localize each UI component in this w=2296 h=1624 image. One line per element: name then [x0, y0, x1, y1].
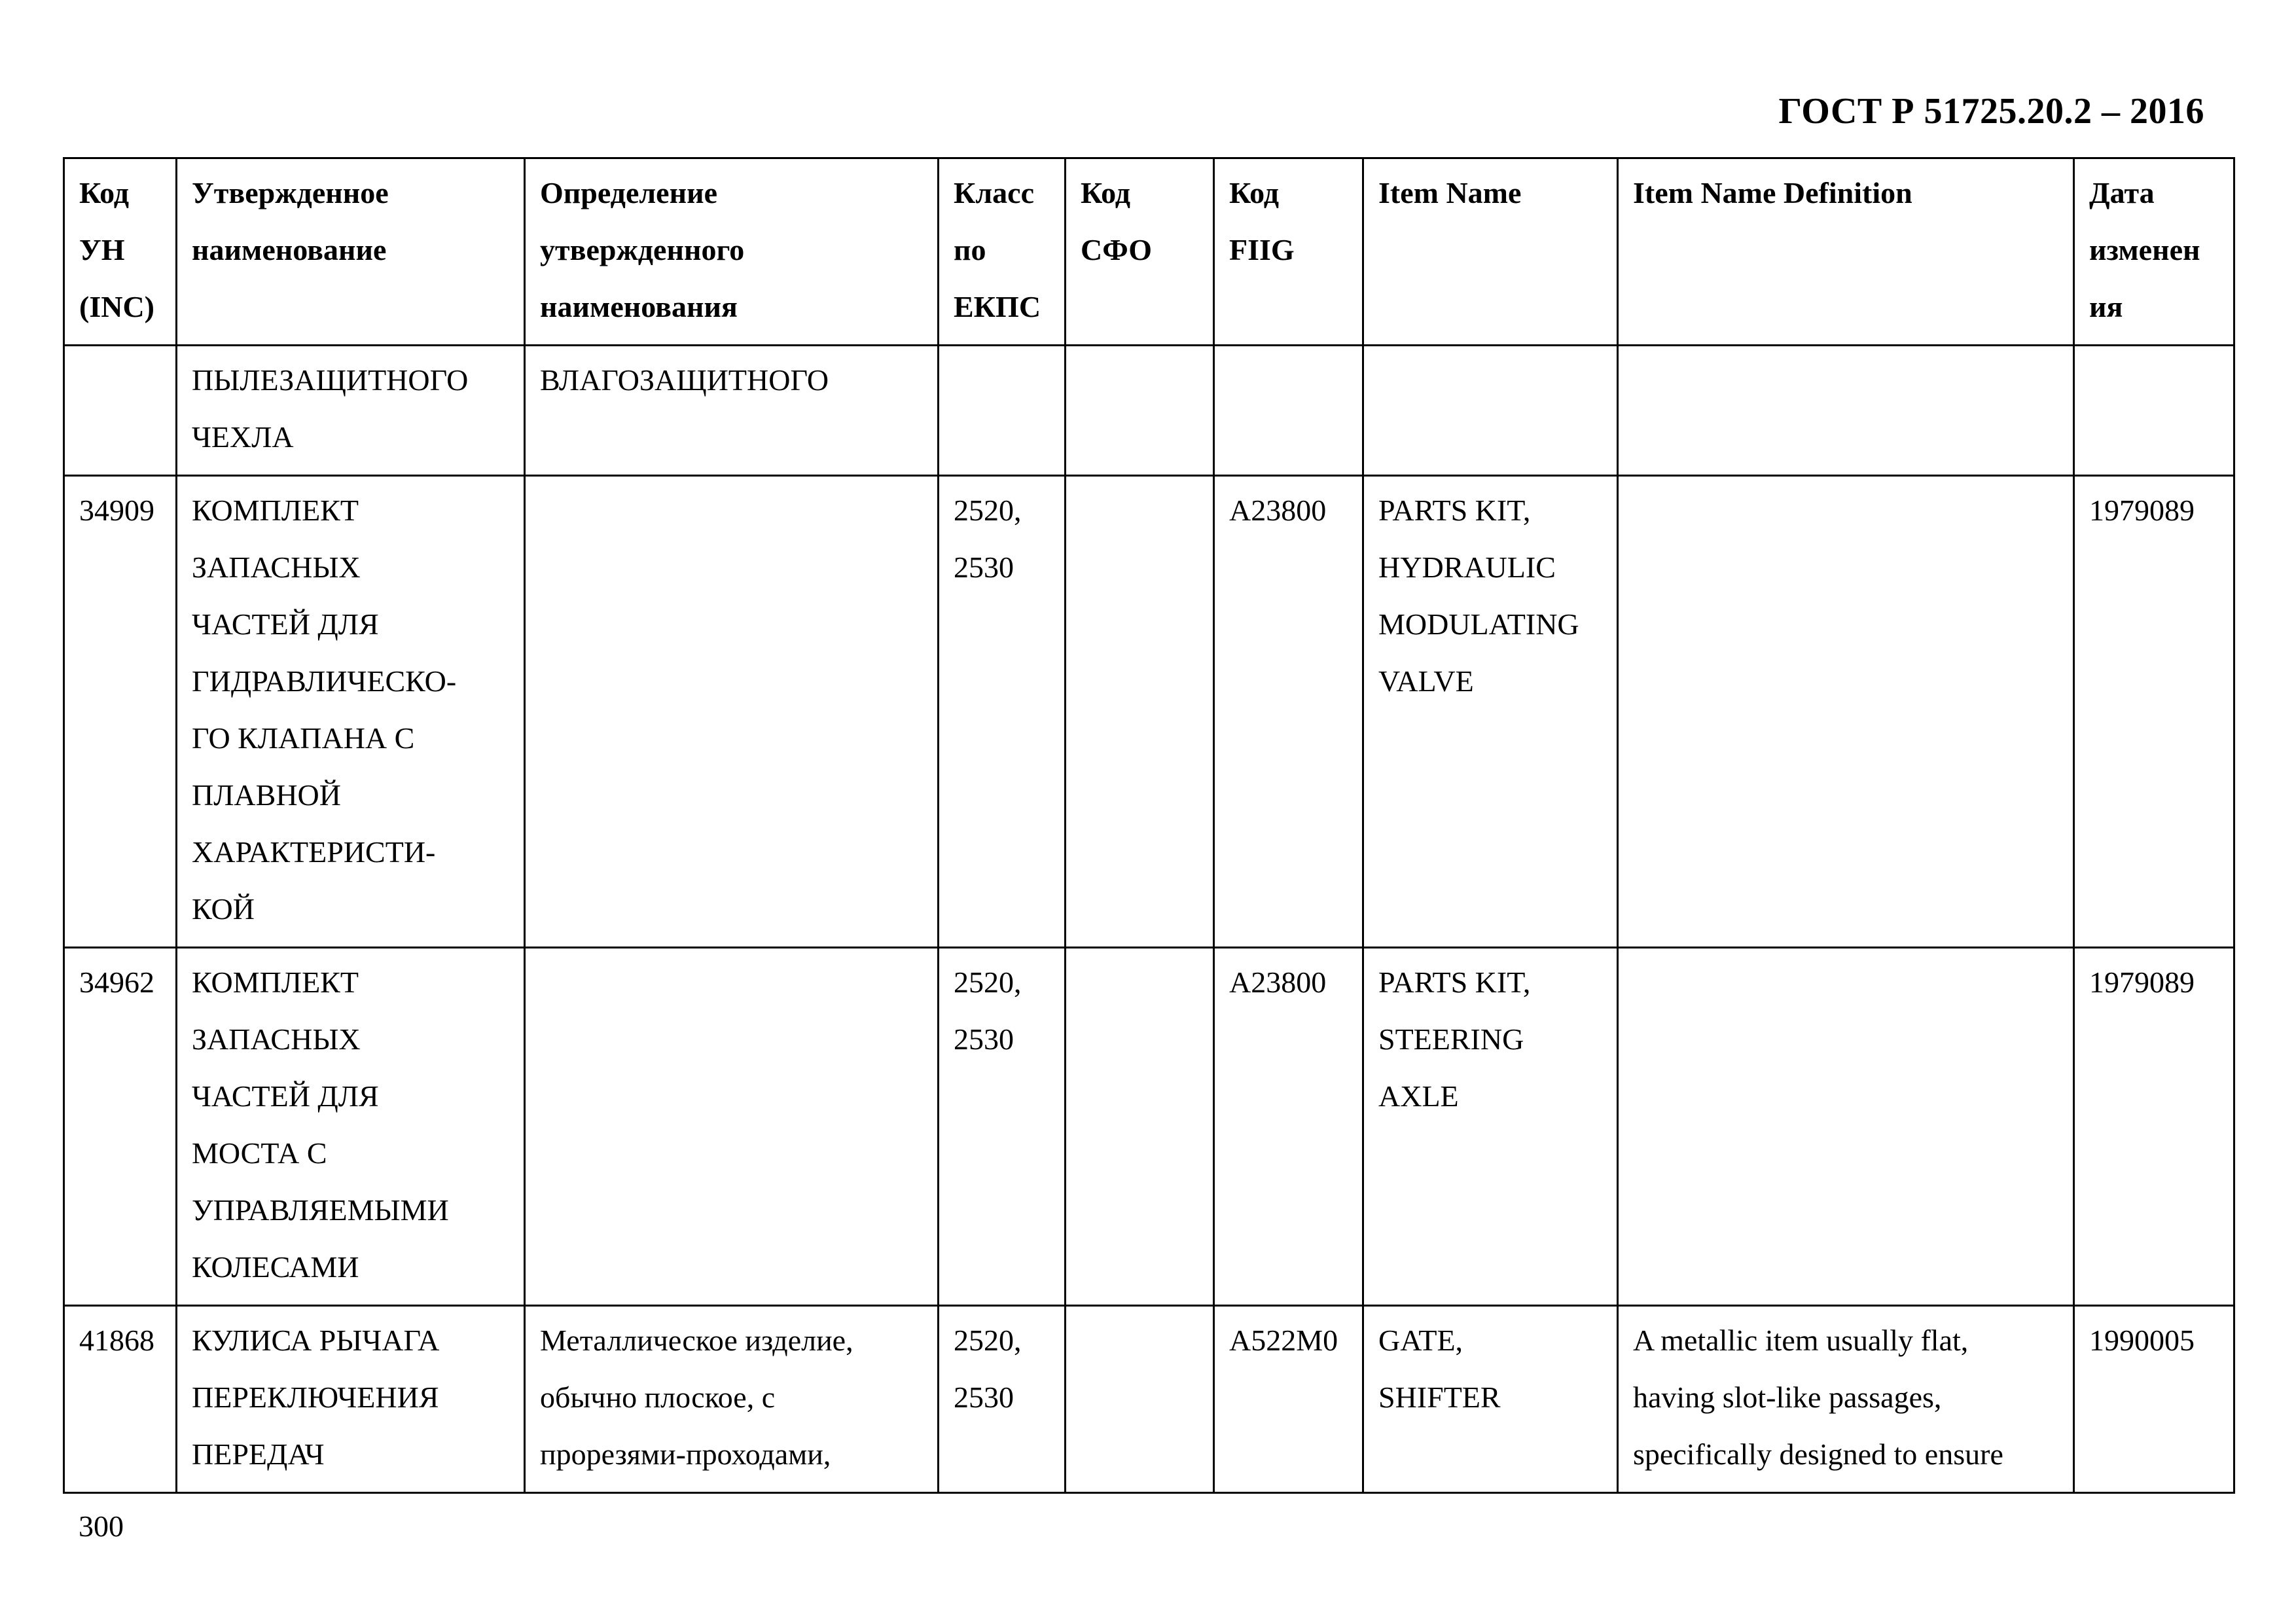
cell-item-name-definition — [1618, 346, 2074, 476]
cell-class: 2520, 2530 — [939, 1306, 1066, 1493]
cell-approved-name: КОМПЛЕКТ ЗАПАСНЫХ ЧАСТЕЙ ДЛЯ ГИДРАВЛИЧЕСКО- ГО КЛАПАНА С ПЛАВНОЙ ХАРАКТЕРИСТИ- КОЙ — [177, 476, 525, 948]
cell-class: 2520, 2530 — [939, 476, 1066, 948]
cell-item-name: GATE, SHIFTER — [1363, 1306, 1618, 1493]
cell-sfo — [1066, 476, 1214, 948]
document-standard-title: ГОСТ Р 51725.20.2 – 2016 — [1778, 91, 2204, 132]
column-header-sfo: Код СФО — [1066, 158, 1214, 346]
cell-item-name-definition — [1618, 948, 2074, 1306]
column-header-item-name-definition: Item Name Definition — [1618, 158, 2074, 346]
cell-sfo — [1066, 1306, 1214, 1493]
cell-definition — [525, 948, 939, 1306]
cell-change-date: 1990005 — [2074, 1306, 2234, 1493]
cell-fiig: A522M0 — [1214, 1306, 1363, 1493]
column-header-approved-name: Утвержденное наименование — [177, 158, 525, 346]
cell-item-name — [1363, 346, 1618, 476]
cell-definition: ВЛАГОЗАЩИТНОГО — [525, 346, 939, 476]
table-row — [64, 948, 2234, 1306]
table-row — [64, 1306, 2234, 1493]
column-header-fiig: Код FIIG — [1214, 158, 1363, 346]
column-header-class: Класс по ЕКПС — [939, 158, 1066, 346]
column-header-change-date: Дата изменен ия — [2074, 158, 2234, 346]
cell-definition: Металлическое изделие, обычно плоское, с прорезями-проходами, — [525, 1306, 939, 1493]
cell-inc: 34962 — [64, 948, 177, 1306]
cell-approved-name: ПЫЛЕЗАЩИТНОГО ЧЕХЛА — [177, 346, 525, 476]
cell-item-name-definition — [1618, 476, 2074, 948]
cell-item-name: PARTS KIT, HYDRAULIC MODULATING VALVE — [1363, 476, 1618, 948]
table-row — [64, 476, 2234, 948]
cell-definition — [525, 476, 939, 948]
cell-item-name-definition: A metallic item usually flat, having slot-like passages, specifically designed to ensure — [1618, 1306, 2074, 1493]
column-header-item-name: Item Name — [1363, 158, 1618, 346]
cell-sfo — [1066, 346, 1214, 476]
cell-class — [939, 346, 1066, 476]
table-header-row — [64, 158, 2234, 346]
cell-class: 2520, 2530 — [939, 948, 1066, 1306]
cell-fiig: A23800 — [1214, 948, 1363, 1306]
table-row — [64, 346, 2234, 476]
column-header-inc: Код УН (INC) — [64, 158, 177, 346]
cell-item-name: PARTS KIT, STEERING AXLE — [1363, 948, 1618, 1306]
cell-inc: 41868 — [64, 1306, 177, 1493]
cell-change-date: 1979089 — [2074, 948, 2234, 1306]
cell-fiig: A23800 — [1214, 476, 1363, 948]
cell-approved-name: КУЛИСА РЫЧАГА ПЕРЕКЛЮЧЕНИЯ ПЕРЕДАЧ — [177, 1306, 525, 1493]
cell-change-date — [2074, 346, 2234, 476]
cell-change-date: 1979089 — [2074, 476, 2234, 948]
cell-inc: 34909 — [64, 476, 177, 948]
cell-inc — [64, 346, 177, 476]
cell-fiig — [1214, 346, 1363, 476]
page-number: 300 — [79, 1509, 124, 1543]
data-table — [63, 157, 2235, 1494]
cell-approved-name: КОМПЛЕКТ ЗАПАСНЫХ ЧАСТЕЙ ДЛЯ МОСТА С УПРАВЛЯЕМЫМИ КОЛЕСАМИ — [177, 948, 525, 1306]
cell-sfo — [1066, 948, 1214, 1306]
column-header-definition: Определение утвержденного наименования — [525, 158, 939, 346]
